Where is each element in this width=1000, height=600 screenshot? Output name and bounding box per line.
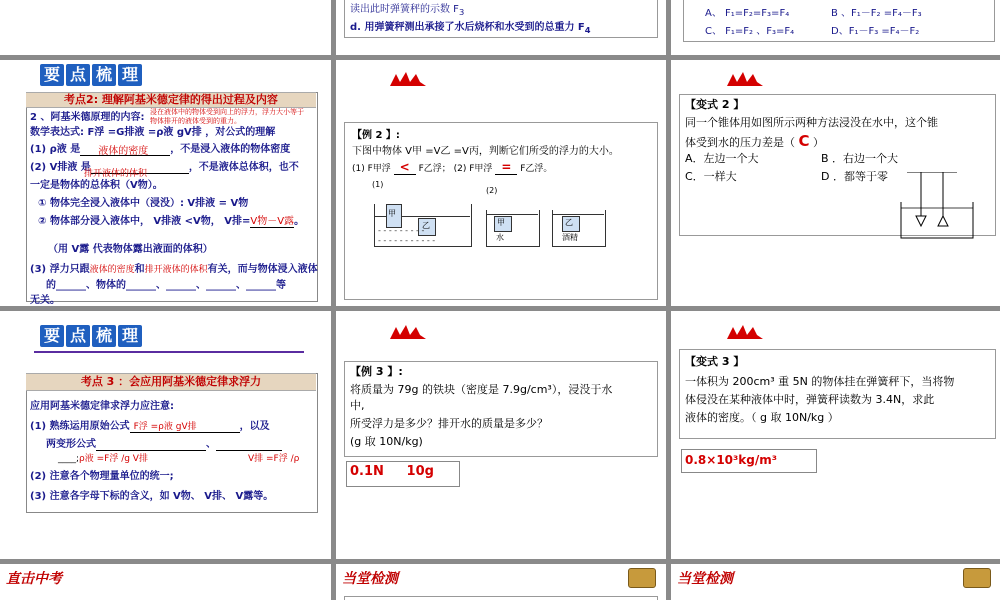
partial-immersion: ② 物体部分浸入液体中， V排液 <V物， V排=V物－V露。 — [38, 216, 305, 227]
formula-original: (1) 熟练运用原始公式 F浮 =ρ液 gV排 ，以及 — [30, 421, 270, 432]
check-banner-2: 当堂检测 — [677, 571, 733, 587]
variant-3-q3: 液体的密度。（ g 取 10N/kg ） — [685, 411, 839, 424]
variant-label: 【变式 2 】 — [685, 98, 745, 111]
water-line-2b — [552, 214, 604, 215]
example-3-q3: 所受浮力是多少？排开水的质量是多少？ — [350, 417, 548, 430]
variant-3-label: 【变式 3 】 — [685, 355, 745, 368]
v-exposed-note: （用 V露 代表物体露出液面的体积） — [48, 244, 213, 255]
step-c-text: 读出此时弹簧秤的示数 $F_3$ — [350, 4, 465, 17]
full-immersion: ① 物体完全浸入液体中（浸没）: V排液 = V物 — [38, 198, 249, 209]
example-3-answer: 0.1N 10g — [350, 464, 434, 479]
formula-line: 数学表达式: F浮 =G排液 =ρ液 gV排 ，对公式的理解 — [30, 127, 276, 138]
slide-example-2 — [336, 60, 666, 306]
option-d: D、F₁－F₃ =F₄－F₂ — [831, 26, 920, 37]
step-d-text: d. 用弹簧秤测出承接了水后烧杯和水受到的总重力 $F_4$ — [350, 22, 591, 35]
principle-answer: 浸在液体中的物体受到向上的浮力，浮力大小等于物体排开的液体受到的重力。 — [150, 108, 304, 125]
rho-line: (1) ρ液 是 液体的密度 ，不是浸入液体的物体密度 — [30, 144, 291, 157]
slide-keypoint-2 — [0, 60, 331, 306]
variant-3-answer: 0.8×10³kg/m³ — [685, 453, 777, 467]
variant-3-q2: 体侵没在某种液体中时，弹簧秤读数为 3.4N，求此 — [685, 393, 935, 406]
figure-1-label: (1) — [372, 180, 384, 189]
formula-variant-answer-2: V排 =F浮 /ρ — [248, 454, 300, 464]
slide-bottom-right — [671, 564, 1000, 600]
formula-variant-answers: ____;ρ液 =F浮 /g V排 — [58, 454, 148, 464]
slide-variant-3 — [671, 311, 1000, 559]
option-a: A、 F₁=F₂=F₃=F₄ — [705, 8, 790, 19]
factors-end: 无关。 — [30, 295, 60, 306]
example-3-q4: (g 取 10N/kg) — [350, 435, 423, 448]
v-line-cont: 一定是物体的总体积（V物）。 — [30, 180, 163, 191]
zhongkao-banner: 直击中考 — [6, 571, 62, 587]
flame-decoration-icon — [388, 323, 428, 345]
choice-b: B ．右边一个大 — [821, 152, 899, 165]
question-box-top — [344, 596, 658, 600]
check-banner: 当堂检测 — [342, 571, 398, 587]
flame-decoration-icon — [725, 70, 765, 92]
section-title: 要 点 梳 理 — [40, 325, 144, 347]
v-line: (2) V排液 是 ，不是液体总体积，也不 — [30, 162, 299, 173]
flame-decoration-icon — [388, 70, 428, 92]
formula-variants: 两变形公式 、 — [46, 435, 282, 451]
variant-3-q1: 一体积为 200cm³ 重 5N 的物体挂在弹簧秤下，当将物 — [685, 375, 955, 388]
choice-d: D ．都等于零 — [821, 170, 888, 183]
label-alcohol: 酒精 — [562, 233, 578, 242]
example-3-label: 【例 3 】: — [350, 365, 403, 378]
variant-question-2: 体受到水的压力差是（ C ） — [685, 132, 825, 150]
slide-top-middle — [336, 0, 666, 55]
example-blanks: (1) F甲浮 < F乙浮； (2) F甲浮 = F乙浮。 — [352, 160, 553, 174]
figure-2-label: (2) — [486, 186, 498, 195]
option-c: C、 F₁=F₂ 、F₃=F₄ — [705, 26, 795, 37]
slide-top-right — [671, 0, 1000, 55]
cone-diagram — [897, 172, 977, 246]
flame-decoration-icon — [725, 323, 765, 345]
unit-note: (2) 注意各个物理量单位的统一; — [30, 471, 174, 482]
slide-bottom-middle — [336, 564, 666, 600]
keypoint-header: 考点 3 ：会应用阿基米德定律求浮力 — [26, 373, 316, 391]
choice-a: A．左边一个大 — [685, 152, 759, 165]
factors-blanks: 的______、物体的______、______、______、______等 — [46, 280, 286, 291]
example-question: 下图中物体 V甲 =V乙 =V丙，判断它们所受的浮力的大小。 — [352, 146, 619, 157]
label-yi-2: 乙 — [565, 218, 573, 227]
slide-example-3 — [336, 311, 666, 559]
slide-variant-2 — [671, 60, 1000, 306]
slide-bottom-left — [0, 564, 331, 600]
label-jia-2: 甲 — [497, 218, 505, 227]
example-label: 【例 2 】: — [352, 130, 400, 141]
section-title: 要 点 梳 理 — [40, 64, 144, 86]
slide-keypoint-3 — [0, 311, 331, 559]
choice-c: C．一样大 — [685, 170, 737, 183]
keypoint-header: 考点2: 理解阿基米德定律的得出过程及内容 — [26, 92, 316, 108]
principle-label: 2 、阿基米德原理的内容: — [30, 112, 145, 123]
title-underline — [34, 351, 304, 353]
factors-line: (3) 浮力只跟液体的密度和排开液体的体积有关，而与物体浸入液体 — [30, 264, 318, 275]
variant-question: 同一个锥体用如图所示两种方法浸没在水中，这个锥 — [685, 116, 938, 129]
option-b: B 、F₁－F₂ =F₄－F₃ — [831, 8, 922, 19]
v-answer: 排开液体的体积 — [84, 169, 148, 179]
book-icon — [628, 568, 656, 588]
label-water: 水 — [496, 233, 504, 242]
water-dashes-1b: - - - - - - - - - - - — [378, 236, 436, 245]
water-line-2a — [486, 214, 538, 215]
label-yi-1: 乙 — [422, 221, 430, 230]
label-jia-1: 甲 — [388, 209, 396, 218]
note-title: 应用阿基米德定律求浮力应注意: — [30, 401, 174, 412]
slide-top-left — [0, 0, 331, 55]
example-3-q1: 将质量为 79g 的铁块（密度是 7.9g/cm³），浸没于水 — [350, 383, 613, 396]
book-icon — [963, 568, 991, 588]
example-3-q2: 中, — [350, 399, 365, 412]
water-dashes-1: - - - - - - - - - — [378, 226, 425, 235]
subscript-note: (3) 注意各字母下标的含义，如 V物、 V排、 V露等。 — [30, 491, 274, 502]
